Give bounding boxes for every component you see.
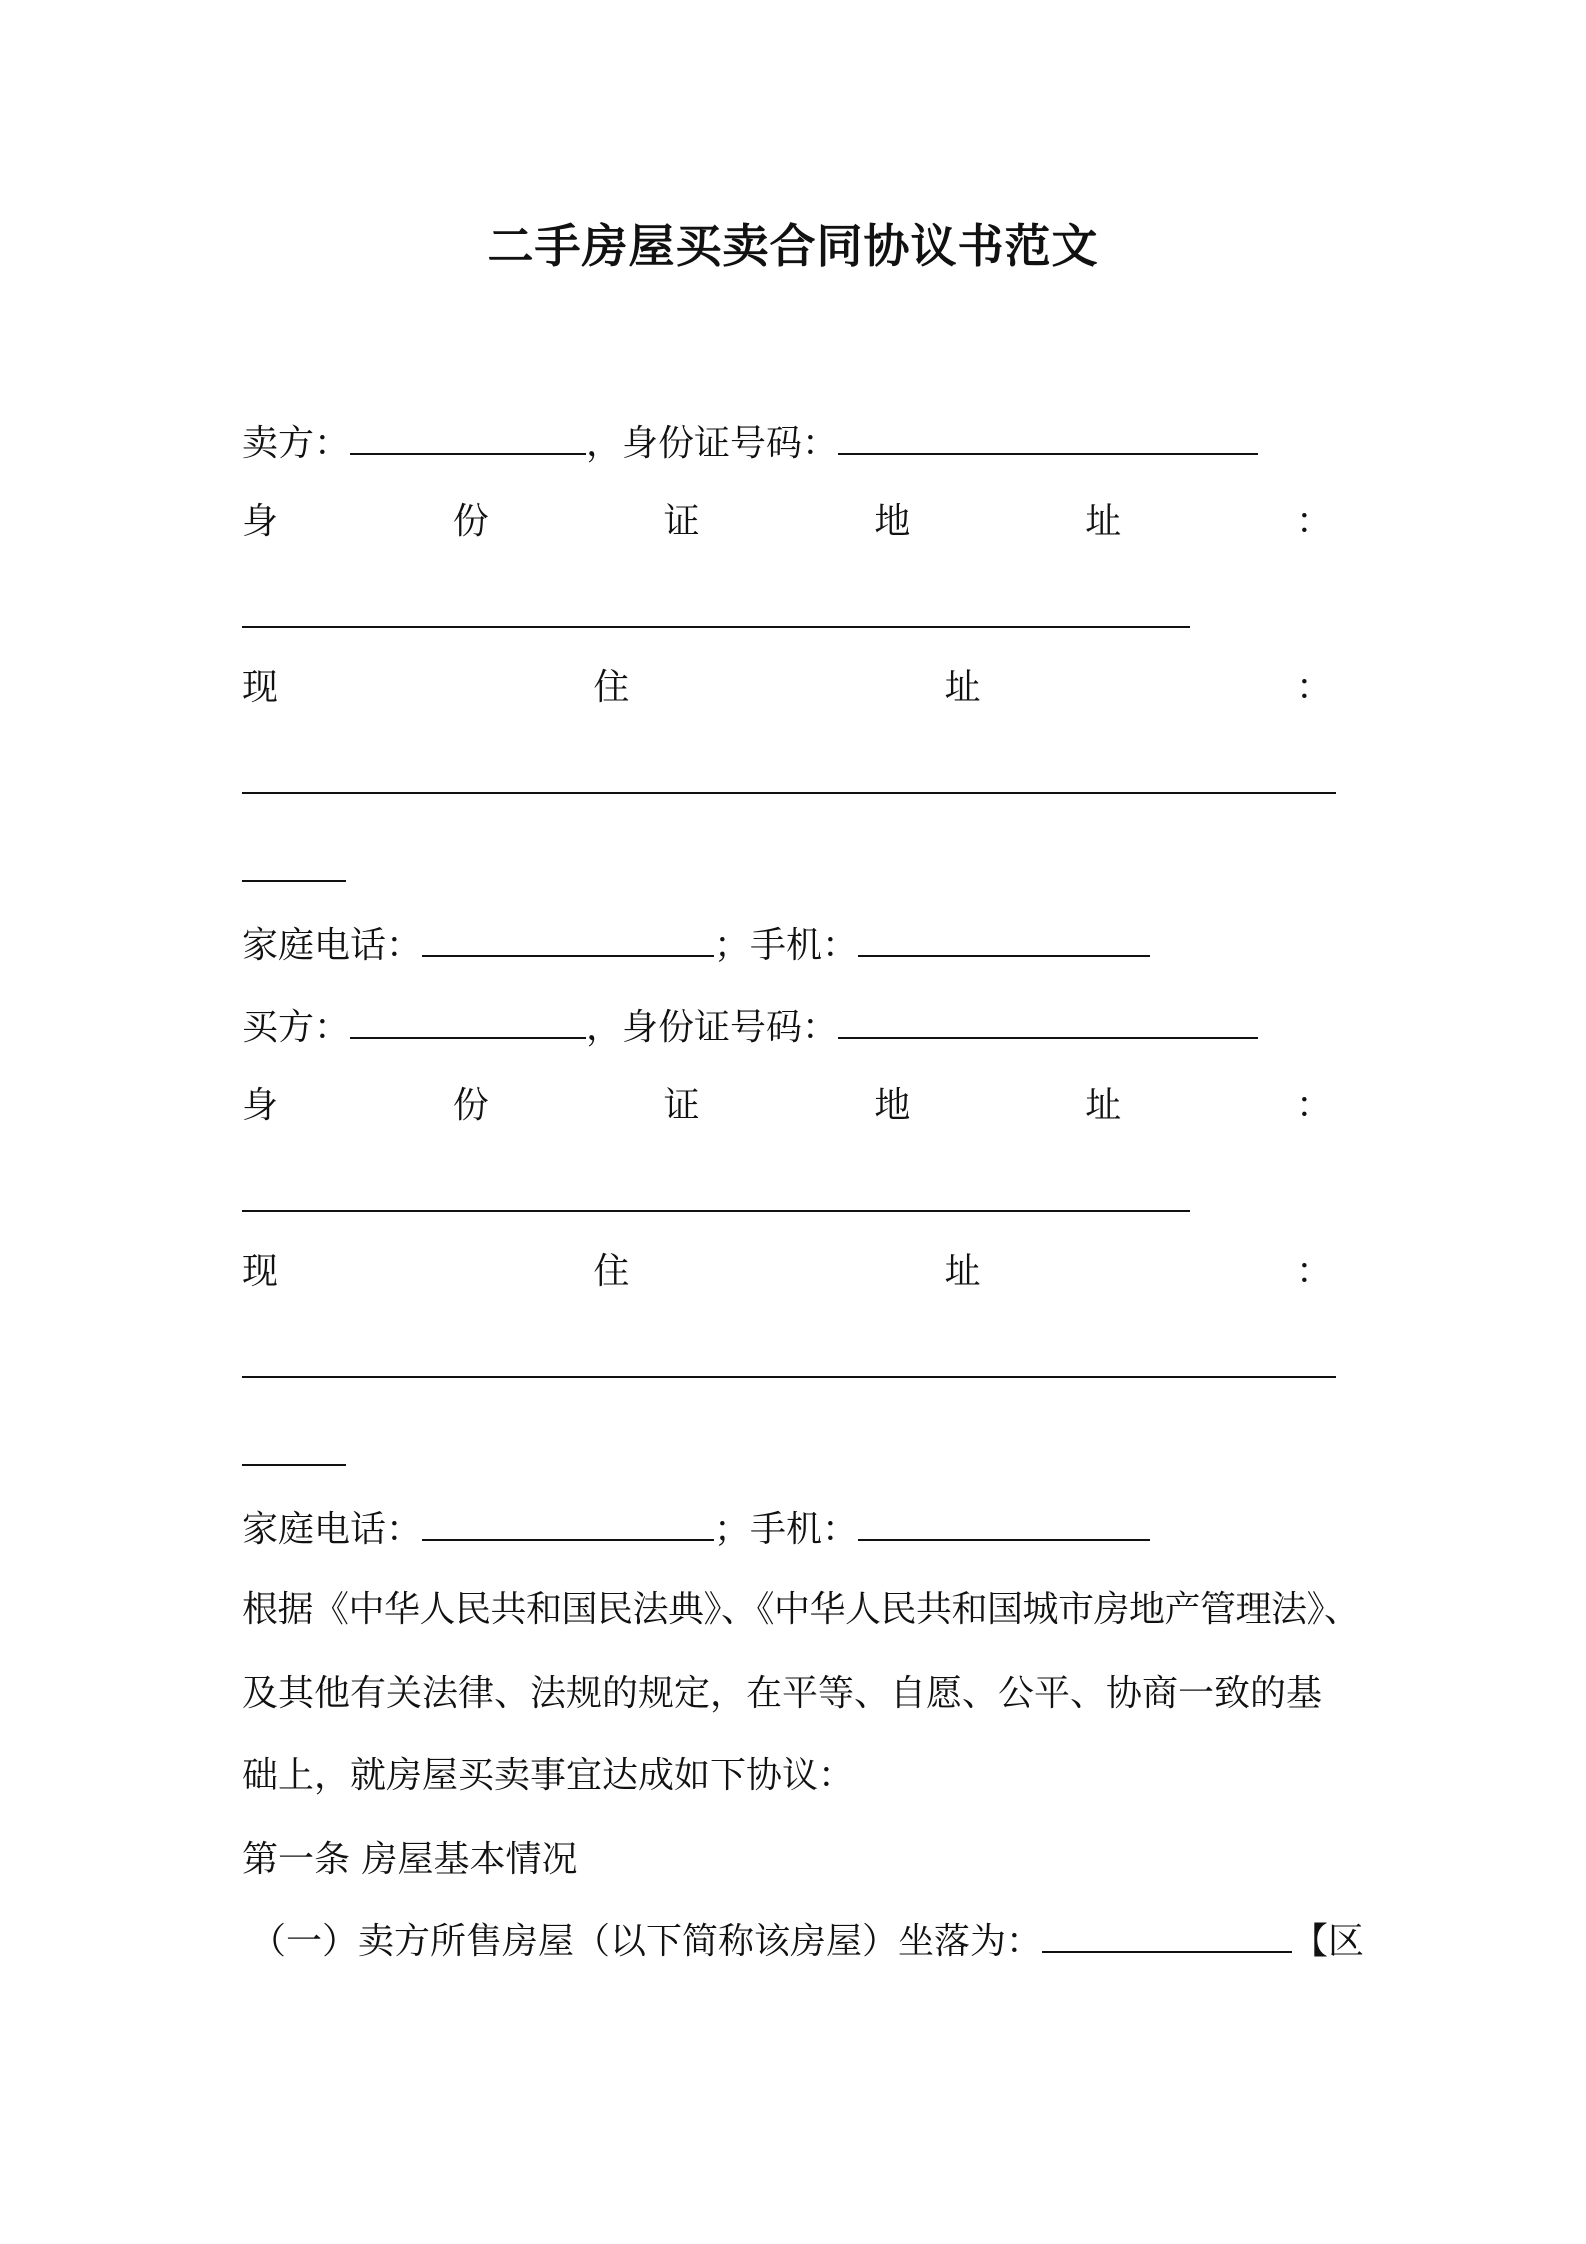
seller-phone-line (242, 922, 1150, 970)
clause-1-line (250, 1918, 1364, 1966)
seller-phone-label: 家庭电话： (242, 925, 423, 966)
buyer-current-address-blank-cont[interactable] (242, 1464, 346, 1466)
buyer-phone-blank[interactable] (422, 1509, 714, 1541)
clause-1-location-blank[interactable] (1042, 1921, 1292, 1953)
buyer-line (242, 1004, 1258, 1052)
seller-current-address-blank-cont[interactable] (242, 880, 346, 882)
document-title: 二手房屋买卖合同协议书范文 (487, 219, 1099, 273)
seller-mobile-label: ；手机： (714, 925, 859, 966)
basis-line-2: 及其他有关法律、法规的规定，在平等、自愿、公平、协商一致的基 (242, 1673, 1323, 1714)
seller-id-label: ，身份证号码： (586, 423, 839, 464)
basis-line-3: 础上，就房屋买卖事宜达成如下协议： (242, 1755, 855, 1796)
seller-id-blank[interactable] (838, 423, 1258, 455)
buyer-phone-line (242, 1506, 1150, 1554)
seller-id-address-label: 身 份 证 地 址 ： (242, 501, 1332, 542)
seller-label: 卖方： (242, 423, 351, 464)
seller-line (242, 420, 1258, 468)
buyer-current-address-blank[interactable] (242, 1376, 1336, 1378)
buyer-mobile-label: ；手机： (714, 1509, 859, 1550)
buyer-mobile-blank[interactable] (858, 1509, 1150, 1541)
buyer-id-blank[interactable] (838, 1007, 1258, 1039)
seller-current-address-blank[interactable] (242, 792, 1336, 794)
buyer-phone-label: 家庭电话： (242, 1509, 423, 1550)
seller-current-address-label: 现 住 址 ： (242, 667, 1332, 708)
buyer-current-address-label: 现 住 址 ： (242, 1251, 1332, 1292)
clause-1-suffix: 【区 (1292, 1921, 1365, 1962)
seller-phone-blank[interactable] (422, 925, 714, 957)
buyer-id-address-label: 身 份 证 地 址 ： (242, 1085, 1332, 1126)
seller-id-address-blank[interactable] (242, 626, 1190, 628)
basis-line-1: 根据《中华人民共和国民法典》、《中华人民共和国城市房地产管理法》、 (242, 1589, 1360, 1630)
article-1-title: 第一条 房屋基本情况 (242, 1839, 578, 1880)
seller-mobile-blank[interactable] (858, 925, 1150, 957)
buyer-id-address-blank[interactable] (242, 1210, 1190, 1212)
seller-name-blank[interactable] (350, 423, 586, 455)
buyer-id-label: ，身份证号码： (586, 1007, 839, 1048)
clause-1-prefix: （一）卖方所售房屋（以下简称该房屋）坐落为： (250, 1921, 1043, 1962)
buyer-name-blank[interactable] (350, 1007, 586, 1039)
buyer-label: 买方： (242, 1007, 351, 1048)
